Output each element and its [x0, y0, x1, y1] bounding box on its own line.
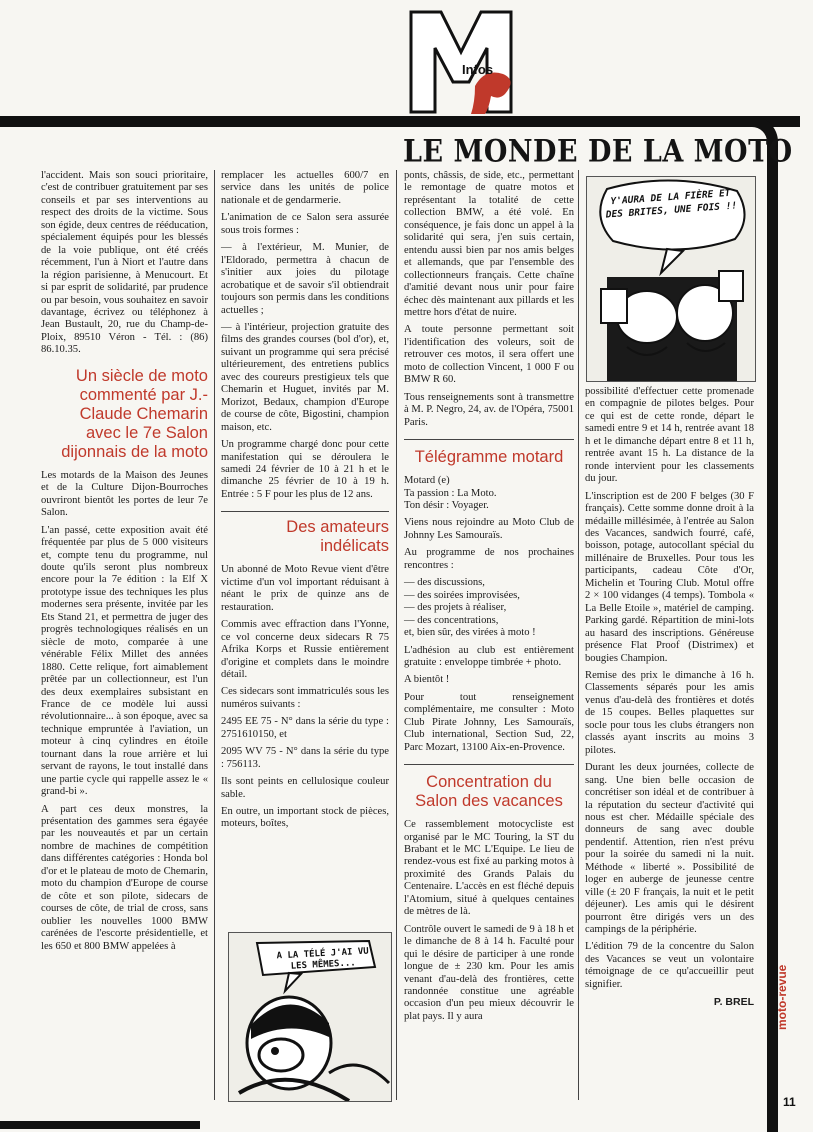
paragraph: Ils sont peints en cellulosique couleur sable. [221, 776, 389, 800]
article-separator [404, 764, 574, 765]
paragraph: L'adhésion au club est entièrement gratuite : enveloppe timbrée + photo. [404, 644, 574, 668]
paragraph: En outre, un important stock de pièces, moteurs, boîtes, [221, 806, 389, 830]
text-line: — des concentrations, [404, 614, 499, 626]
paragraph: Viens nous rejoindre au Moto Club de Johnny Les Samouraïs. [404, 517, 574, 541]
paragraph: Un abonné de Moto Revue vient d'être victime d'un vol important réduisant à néant le prix de quinze ans de restauration. [221, 564, 389, 613]
author-signature: P. BREL [713, 996, 754, 1009]
footer-rule [0, 1121, 200, 1129]
paragraph: Pour tout renseignement complémentaire, me consulter : Moto Club Pirate Johnny, Les Samouraïs, Club international, Section Sud, 22, Parc Mozart, 13100 Aix-en-Provence. [404, 691, 574, 753]
paragraph: Contrôle ouvert le samedi de 9 à 18 h et le dimanche de 8 à 14 h. Faculté pour qui le désire de participer à une ronde longue de ± 230 km. Pour les amis venant d'au-delà des frontières, cette randonnée constitue une agréable occasion d'un peu mieux découvrir le plat pays. Il y aura [404, 923, 574, 1022]
cartoon-toasting-men [586, 176, 756, 382]
paragraph: L'an passé, cette exposition avait été fréquentée par plus de 5 000 visiteurs et, compte tenu du programme, nul doute qu'ils seront plus nombreux encore pour la 7e édition : la Elf X prototype issue des techniques les plus modernes sera présente, invitée par les Ets Stand 21, et permettra de juger des progrès technologiques réalisés en un siècle de moto, comparée à une vénérable Félix Millet des années 1880. Cette relique, fort aimablement prêtée par un collectionneur, est l'un des deux exemplaires subsistant en France de ce modèle lui aussi révolutionnaire... à son époque, avec sa technique empruntée à l'aviation, un moteur à cinq cylindres en étoile tournant dans la roue arrière et lui servant de rayons, le tout installé dans une partie cycle qui rappelle assez le « grand-bi ». [41, 524, 208, 798]
paragraph: — à l'extérieur, M. Munier, de l'Eldorado, permettra à chacun de s'initier aux joies du pilotage acrobatique et de savoir s'il obtiendrait toujours son permis dans les conditions actuelles ; [221, 242, 389, 316]
page-number: 11 [783, 1095, 796, 1109]
text-line: — des discussions, [404, 577, 485, 589]
cartoon-biker [228, 932, 392, 1102]
magazine-brand: moto-revue [775, 964, 789, 1030]
moto-revue-m-logo [405, 8, 517, 116]
column-divider [214, 170, 215, 1100]
text-line: Motard (e) [404, 475, 450, 487]
paragraph: Les motards de la Maison des Jeunes et de la Culture Dijon-Bourroches ouvriront bientôt les portes de leur 7e Salon. [41, 469, 208, 519]
paragraph: Durant les deux journées, collecte de sang. Une bien belle occasion de concrétiser son idéal et de contribuer à la réputation du secteur d'activité qui nous est cher. Médaille spéciale des donneurs de sang avec double pendentif. Attention, rien n'est prévu pour la soirée du samedi ni la nuit. Méthode « liberté ». Possibilité de loger en auberge de jeunesse centre ville (± 20 F français, la nuit et le petit déjeuner). Les amis qui le désirent pourront être dirigés vers un des campings de la périphérie. [585, 762, 754, 936]
paragraph: Ces sidecars sont immatriculés sous les numéros suivants : [221, 686, 389, 710]
column-divider [396, 170, 397, 1100]
paragraph: A bientôt ! [404, 674, 450, 686]
paragraph: possibilité d'effectuer cette promenade en compagnie de pilotes belges. Pour ce qui est de cette ronde, départ le samedi entre 9 et 14 h, rentrée avant 18 h et le dimanche départ entre 8 et 11 h, rentrée avant 15 h. La distance de la ronde intervient pour les classements du jour. [585, 386, 754, 485]
column-4 [585, 386, 754, 1009]
paragraph: Ce rassemblement motocycliste est organisé par le MC Touring, la ST du Brabant et le MC L'Equipe. Le lieu de rendez-vous est fixé au parking motos à proximité des Grands Palais du Centenaire. L'accès en est fléché depuis l'Atomium, situé à quelques centaines de mètres de là. [404, 819, 574, 918]
paragraph: Tous renseignements sont à transmettre à M. P. Negro, 24, av. de l'Opéra, 75001 Paris. [404, 391, 574, 428]
paragraph: L'édition 79 de la concentre du Salon des Vacances se veut un volontaire témoignage de ce qu'accueillir peut signifier. [585, 941, 754, 990]
paragraph: Commis avec effraction dans l'Yonne, ce vol concerne deux sidecars R 75 Afrika Korps et Russie entièrement d'origine et complets dans le moindre détail. [221, 619, 389, 680]
column-divider [578, 170, 579, 1100]
column-3 [404, 170, 574, 1028]
text-line: — des soirées improvisées, [404, 589, 520, 601]
paragraph: L'animation de ce Salon sera assurée sous trois formes : [221, 212, 389, 236]
column-2 [221, 170, 389, 836]
paragraph: l'accident. Mais son souci prioritaire, c'est de contribuer gratuitement par ses conseils et par ses interventions au respect des droits de la victime. Sous son égide, deux centres de rééducation, spécialement équipés pour les blessés de la voie publique, ont été créés récemment, l'un à Niort et l'autre dans la région parisienne, à Menucourt. Et si par esprit de solidarité, par prudence ou par besoin, vous souhaitez en savoir davantage, écrivez ou téléphonez à Jean Bustault, 20, rue du Champ-de-Ploix, 89510 Véron - Tél. : (86) 86.10.35. [41, 170, 208, 356]
paragraph: Un programme chargé donc pour cette manifestation qui se déroulera le samedi 24 février de 10 à 21 h et le dimanche 25 février de 10 à 19 h. Entrée : 5 F pour les plus de 12 ans. [221, 439, 389, 500]
text-line: Ton désir : Voyager. [404, 499, 489, 511]
text-line: — des projets à réaliser, [404, 602, 507, 614]
column-1 [41, 170, 208, 958]
article-separator [404, 439, 574, 440]
paragraph: remplacer les actuelles 600/7 en service dans les unités de police nationale et de gendarmerie. [221, 170, 389, 206]
paragraph: et, bien sûr, des virées à moto ! [404, 627, 536, 639]
article-separator [221, 511, 389, 512]
article-heading: Des amateurs indélicats [286, 518, 389, 556]
paragraph: L'inscription est de 200 F belges (30 F français). Cette somme donne droit à la médaille millésimée, à l'entrée au Salon des Vacances, sandwich fourré, café, boisson, potage, autocollant spécial du millénaire de Bruxelles. Pour tous les participants, cadeau Côte d'Or, Michelin et Touring Club. Motul offre 2 × 100 vidanges (4 temps). Tombola « La Belle Etoile », matériel de camping. Parking gardé. Répartition de mini-lots au hasard des inscriptions. Généreuse présence Flat Proof (Distrimex) et bougies Champion. [585, 490, 754, 664]
text-line: Ta passion : La Moto. [404, 487, 497, 499]
paragraph: — à l'intérieur, projection gratuite des films des grandes courses (bol d'or), et, suivant un programme qui sera précisé ultérieurement, des entretiens publics avec des coureurs prestigieux tels que Chemarin et Huguet, invités par M. Morizot, Bedaux, champion d'Europe de course de côte, Bigostini, champion maison, etc. [221, 321, 389, 433]
article-heading: Un siècle de moto commenté par J.-Claude Chemarin avec le 7e Salon dijonnais de la moto [61, 366, 208, 461]
paragraph: 2495 EE 75 - N° dans la série du type : 2751610150, et [221, 716, 389, 740]
paragraph: 2095 WV 75 - N° dans la série du type : 756113. [221, 746, 389, 770]
article-heading: Télégramme motard [414, 448, 564, 467]
paragraph: ponts, châssis, de side, etc., permettant le remontage de quatre motos et représentant la totalité de cette collection BMW, a été volé. En conséquence, je fais donc un appel à la solidarité qui sera, j'en suis certain, entendu aussi bien par nos amis belges et allemands, que par l'ensemble des collectionneurs français. Cette chaîne d'amitié devant nous unir pour faire échec dès maintenant aux pillards et les mettre hors d'état de nuire. [404, 170, 574, 318]
cartoon-speech: Y'AURA DE LA FIÈRE ET DES BRITES, UNE FOIS !! [605, 187, 738, 221]
header-rule [0, 116, 800, 127]
page-headline: LE MONDE DE LA MOTO [403, 134, 793, 170]
article-heading: Concentration du Salon des vacances [415, 773, 563, 811]
paragraph: Au programme de nos prochaines rencontres : [404, 547, 574, 571]
paragraph: A part ces deux monstres, la présentation des gammes sera égayée par les nouveautés et par un certain nombre de machines de compétition dans différentes catégories : Honda bol d'or et le plateau de moto de Chemarin, moto du champion d'Europe de course de côte et son pilote, sidecars de courses de côte, de trial de cross, sans oublier les nouvelles 1000 BMW carénées de l'escorte présidentielle, et les 650 et 800 BMW appelées à [41, 803, 208, 952]
paragraph: A toute personne permettant soit l'identification des voleurs, soit de retrouver ces motos, il sera offert une moto de collection Vincent, 1 000 F ou BMW R 60. [404, 324, 574, 386]
paragraph: Remise des prix le dimanche à 16 h. Classements séparés pour les amis venus d'au-delà des frontières et dotés de 15 coupes. Belles plaquettes sur socle pour tous les clubs étrangers non classés ayant inscrits au moins 3 pilotes. [585, 669, 754, 756]
section-label: Infos [462, 62, 494, 77]
cartoon-speech: A LA TÉLÉ J'AI VU LES MÊMES... [276, 946, 369, 972]
